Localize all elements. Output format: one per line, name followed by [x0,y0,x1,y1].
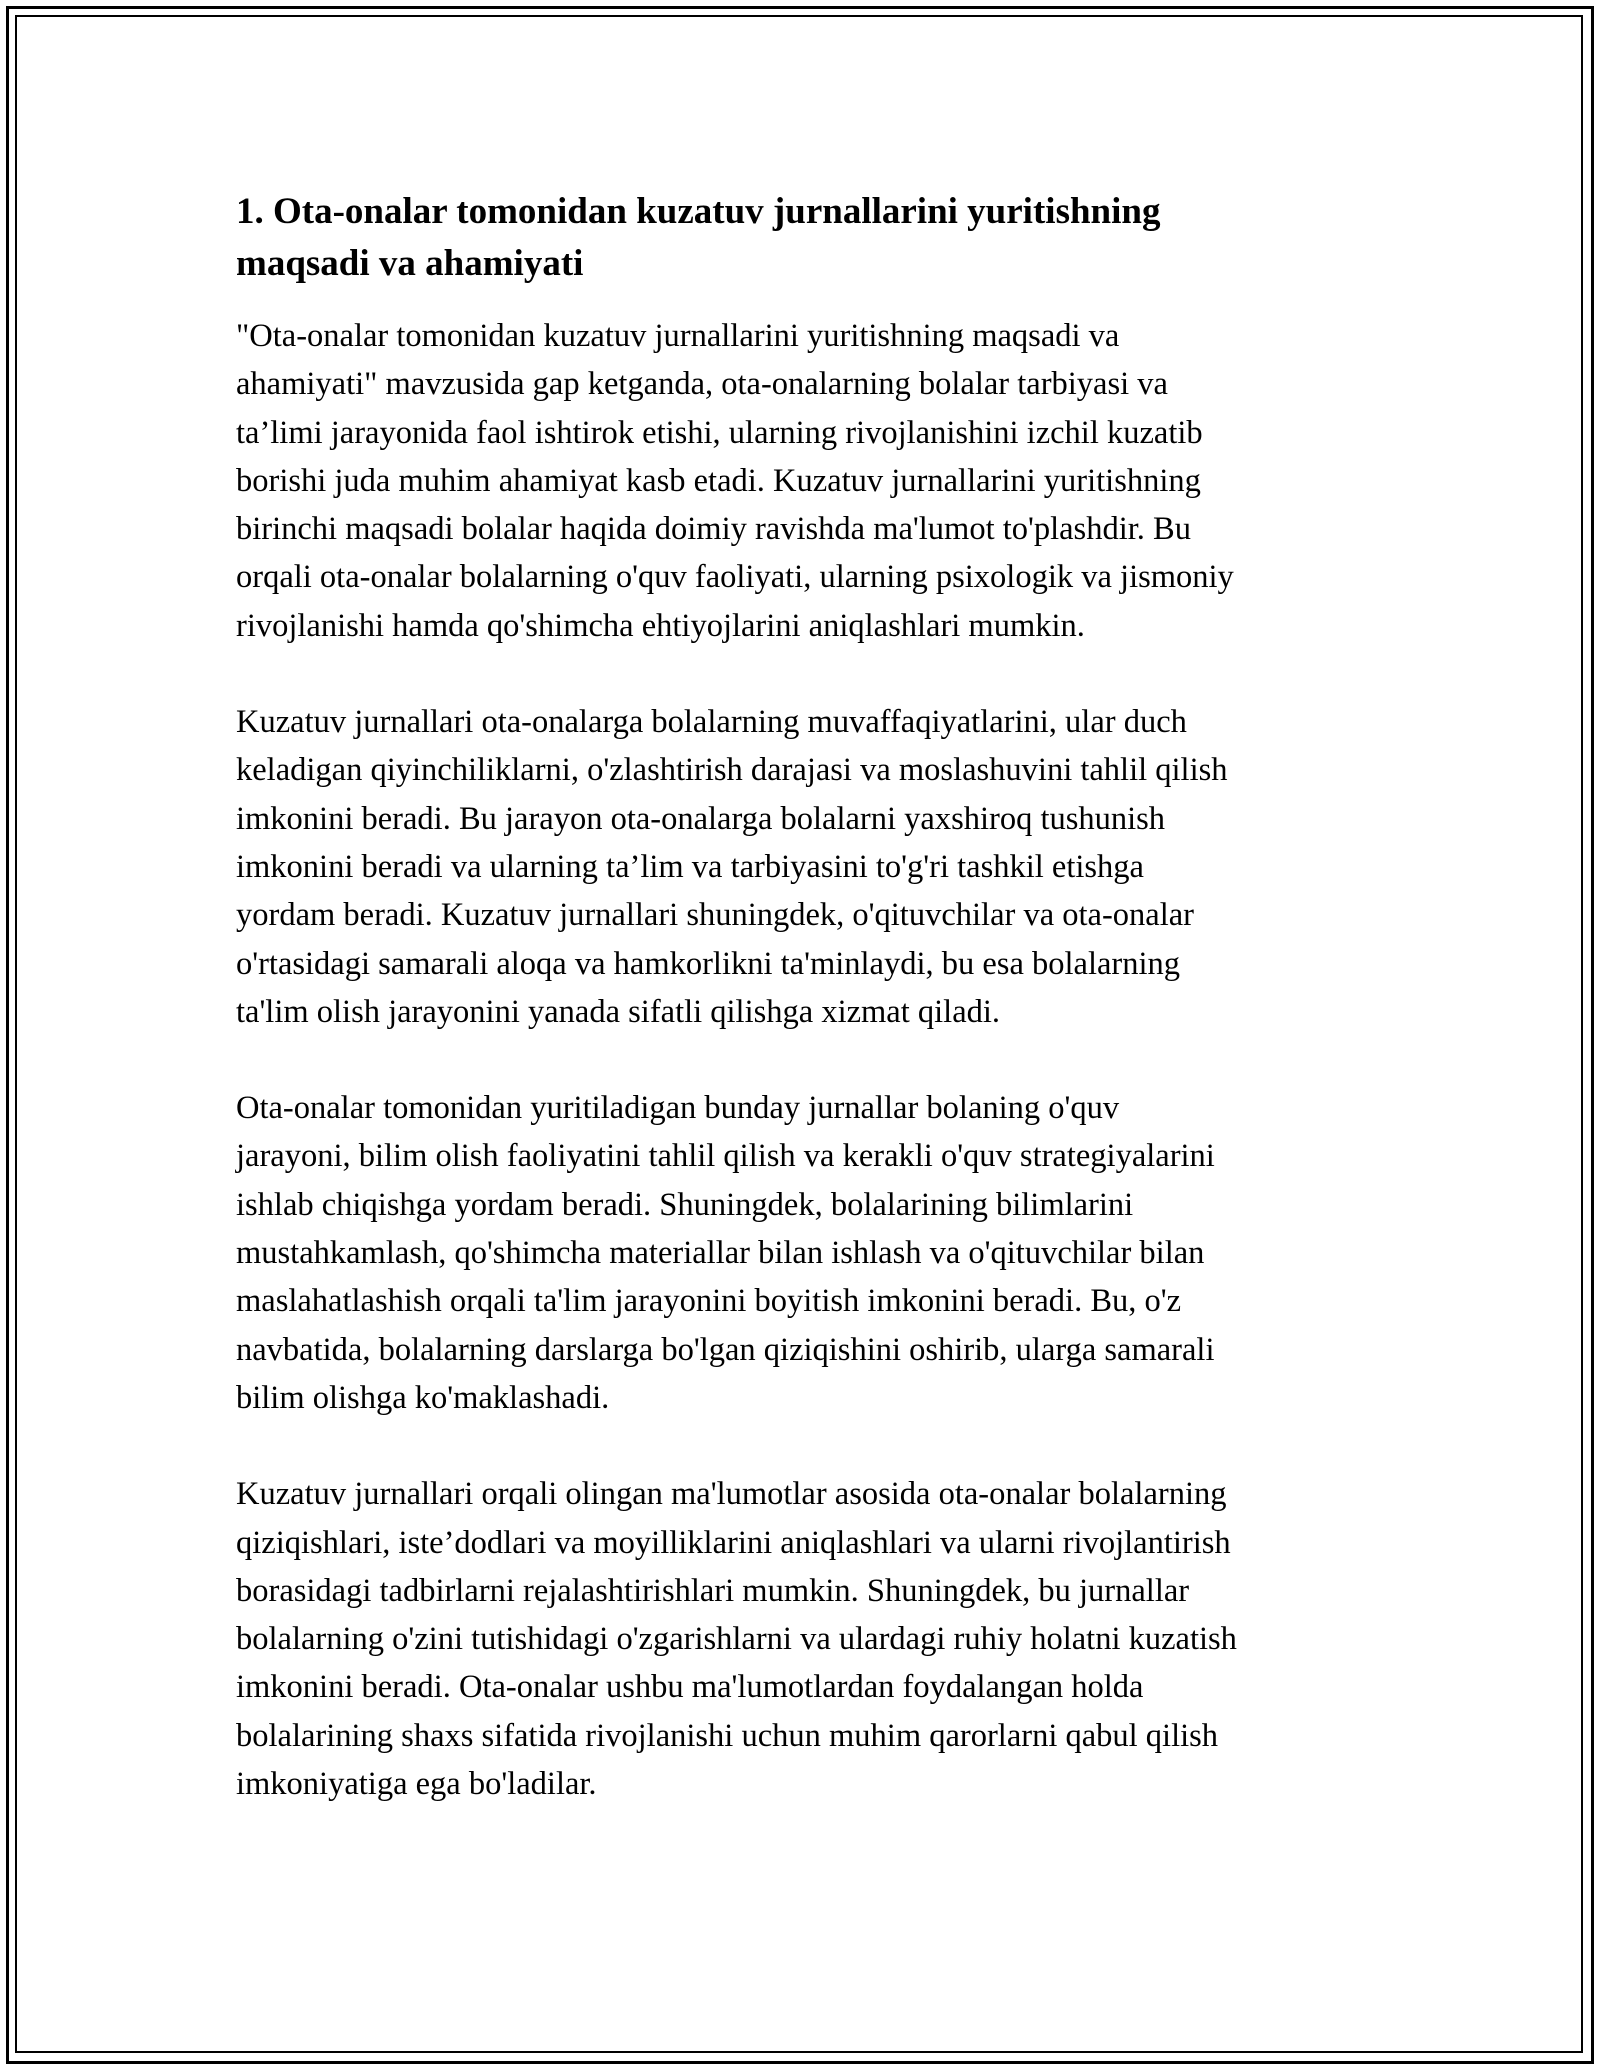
text-line: Kuzatuv jurnallari orqali olingan ma'lumotlar asosida ota-onalar bolalarning [236,1476,1227,1513]
text-line: borishi juda muhim ahamiyat kasb etadi. Kuzatuv jurnallarini yuritishning [236,462,1201,499]
text-line: yordam beradi. Kuzatuv jurnallari shuningdek, o'qituvchilar va ota-onalar [236,897,1194,934]
text-line: borasidagi tadbirlarni rejalashtirishlari mumkin. Shuningdek, bu jurnallar [236,1572,1190,1609]
text-line: bolalarining shaxs sifatida rivojlanishi uchun muhim qarorlarni qabul qilish [236,1717,1219,1754]
text-line: keladigan qiyinchiliklarni, o'zlashtirish darajasi va moslashuvini tahlil qilish [236,752,1228,789]
text-line: o'rtasidagi samarali aloqa va hamkorlikni ta'minlaydi, bu esa bolalarning [236,945,1181,982]
paragraph-2 [236,698,1376,1036]
text-line: mustahkamlash, qo'shimcha materiallar bilan ishlash va o'qituvchilar bilan [236,1235,1205,1272]
text-line: imkonini beradi. Ota-onalar ushbu ma'lumotlardan foydalangan holda [236,1669,1144,1706]
paragraph-1 [236,312,1376,650]
text-line: rivojlanishi hamda qo'shimcha ehtiyojlarini aniqlashlari mumkin. [236,607,1085,644]
text-line: birinchi maqsadi bolalar haqida doimiy ravishda ma'lumot to'plashdir. Bu [236,511,1191,548]
text-line: jarayoni, bilim olish faoliyatini tahlil qilish va kerakli o'quv strategiyalarini [236,1138,1215,1175]
text-line: qiziqishlari, iste’dodlari va moyilliklarini aniqlashlari va ularni rivojlantirish [236,1524,1231,1561]
text-line: Kuzatuv jurnallari ota-onalarga bolalarning muvaffaqiyatlarini, ular duch [236,704,1187,741]
heading-line: maqsadi va ahamiyati [236,243,584,284]
text-line: "Ota-onalar tomonidan kuzatuv jurnallarini yuritishning maqsadi va [236,318,1120,354]
text-line: orqali ota-onalar bolalarning o'quv faoliyati, ularning psixologik va jismoniy [236,559,1234,596]
text-line: ta’limi jarayonida faol ishtirok etishi, ularning rivojlanishini izchil kuzatib [236,414,1203,451]
text-line: ta'lim olish jarayonini yanada sifatli qilishga xizmat qiladi. [236,993,1001,1030]
text-line: navbatida, bolalarning darslarga bo'lgan qiziqishini oshirib, ularga samarali [236,1331,1215,1368]
text-line: maslahatlashish orqali ta'lim jarayonini boyitish imkonini beradi. Bu, o'z [236,1283,1182,1320]
text-line: imkonini beradi va ularning ta’lim va tarbiyasini to'g'ri tashkil etishga [236,848,1144,885]
heading-line: 1. Ota-onalar tomonidan kuzatuv jurnallarini yuritishning [236,191,1161,232]
text-line: bilim olishga ko'maklashadi. [236,1379,610,1416]
text-line: bolalarning o'zini tutishidagi o'zgarishlarni va ulardagi ruhiy holatni kuzatish [236,1621,1237,1658]
text-line: imkoniyatiga ega bo'ladilar. [236,1766,597,1803]
text-line: imkonini beradi. Bu jarayon ota-onalarga bolalarni yaxshiroq tushunish [236,800,1166,837]
text-line: ishlab chiqishga yordam beradi. Shuningdek, bolalarining bilimlarini [236,1186,1134,1223]
paragraph-4 [236,1470,1376,1808]
section-heading [236,186,1376,290]
document-body [236,186,1376,1856]
text-line: ahamiyati" mavzusida gap ketganda, ota-onalarning bolalar tarbiyasi va [236,366,1168,403]
paragraph-3 [236,1084,1376,1422]
text-line: Ota-onalar tomonidan yuritiladigan bunday jurnallar bolaning o'quv [236,1090,1120,1127]
